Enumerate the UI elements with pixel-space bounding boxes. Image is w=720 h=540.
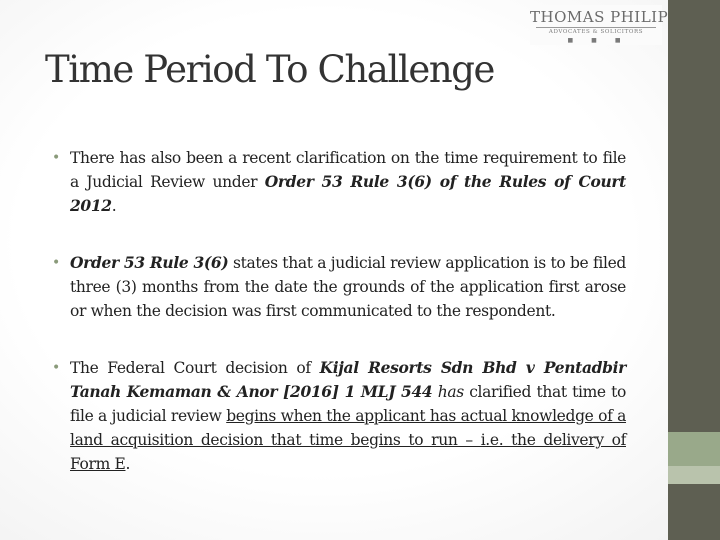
slide-title: Time Period To Challenge [45, 48, 495, 91]
bullet-list [52, 146, 626, 476]
bullet-2-rule-citation: Order 53 Rule 3(6) [70, 253, 229, 272]
logo-subtitle: ADVOCATES & SOLICITORS [548, 29, 644, 35]
bullet-item-3 [52, 356, 626, 476]
bullet-dot-icon: • [52, 150, 60, 166]
bullet-3-text-2: clarified that time to file a judicial review [70, 383, 626, 425]
bullet-item-2 [52, 251, 626, 323]
firm-logo [530, 5, 669, 45]
bullet-2-text: states that a judicial review application is to be filed three (3) months from the date the grounds of the application first arose or when the decision was first communicated to the respondent. [70, 254, 627, 320]
bullet-dot-icon: • [52, 255, 60, 271]
right-accent-block [668, 432, 720, 466]
bullet-1-end: . [111, 197, 117, 215]
logo-firm-name: THOMAS PHILIP [530, 8, 669, 26]
bullet-1-text: There has also been a recent clarification on the time requirement to file a Judicial Review under [70, 149, 626, 191]
bullet-3-has: has [432, 383, 464, 401]
bullet-1-rule-citation: Order 53 Rule 3(6) of the Rules of Court 2012 [70, 172, 626, 215]
bullet-3-underlined-text: begins when the applicant has actual knowledge of a land acquisition decision that time begins to run – i.e. the delivery of Form E [70, 407, 627, 473]
bullet-3-text: The Federal Court decision of [70, 359, 320, 377]
bullet-3-case-citation: Kijal Resorts Sdn Bhd v Pentadbir Tanah Kemaman & Anor [2016] 1 MLJ 544 [70, 358, 626, 401]
bullet-item-1 [52, 146, 626, 218]
bullet-3-end: . [125, 455, 131, 473]
logo-divider [536, 27, 656, 28]
right-accent-block-light [668, 466, 720, 484]
bullet-dot-icon: • [52, 360, 60, 376]
logo-dots: ■■■ [567, 37, 639, 44]
